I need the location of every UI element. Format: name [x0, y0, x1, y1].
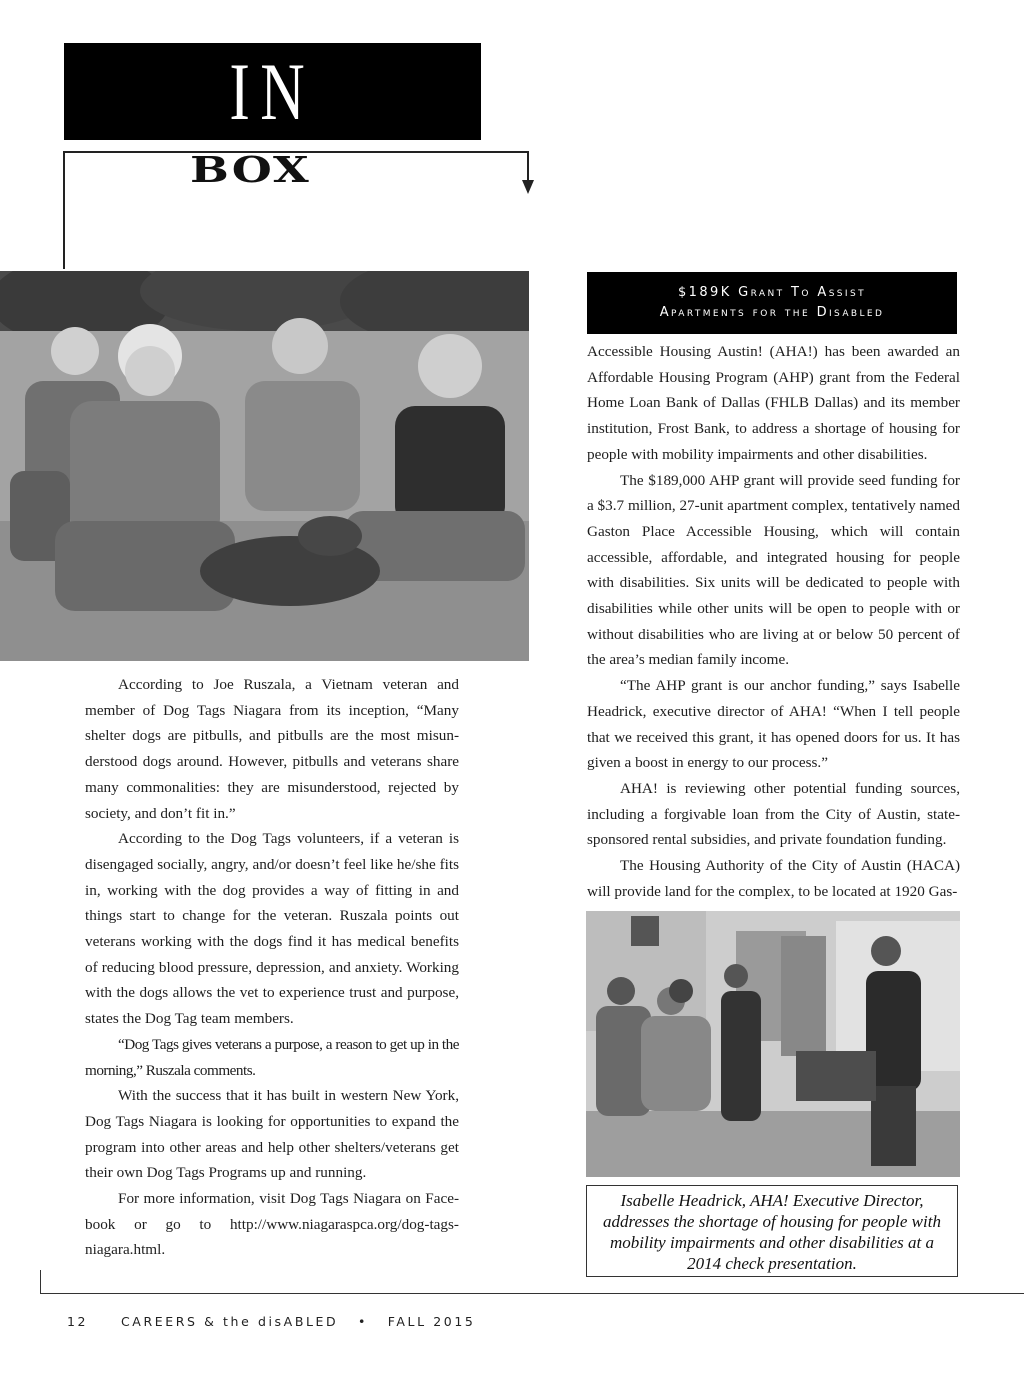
frame-left-rule — [63, 151, 65, 269]
dog-tags-team-photo — [0, 271, 529, 661]
dog-tags-team-photo-drawing — [0, 271, 529, 661]
issue-date: FALL 2015 — [387, 1314, 476, 1329]
article-headline — [587, 272, 957, 334]
left-article-column — [85, 672, 459, 1263]
section-title-box: BOX — [190, 148, 311, 191]
footer-separator: • — [358, 1314, 368, 1329]
right-paragraph: Accessible Housing Austin! (AHA!) has been awarded an Affordable Housing Program (AHP) grant from the Federal Home Loan Bank of Dallas (FHLB Dallas) and its member institution, Frost Bank, to address a shortage of housing for people with mobility impairments and other disabilities. — [587, 343, 960, 463]
page-footer — [67, 1314, 475, 1329]
check-presentation-photo — [586, 911, 960, 1177]
page-number: 12 — [67, 1314, 89, 1329]
left-paragraph: For more information, visit Dog Tags Niagara on Facebook or go to http://www.niagaraspca.org/dog-tags-niagara.html. — [85, 1190, 459, 1259]
arrow-down-icon — [522, 180, 534, 194]
publication-name: CAREERS & the disABLED — [120, 1314, 339, 1329]
left-paragraph: According to Joe Ruszala, a Vietnam veteran and member of Dog Tags Niagara from its inception, “Many shelter dogs are pitbulls, and pitbulls are the most misunderstood dogs around. However, pitbulls and veterans share many commonalities: they are misunderstood, rejected by society, and don’t fit in.” — [85, 676, 459, 822]
right-paragraph: The $189,000 AHP grant will provide seed funding for a $3.7 million, 27-unit apartment complex, tentatively named Gaston Place Accessible Housing, which will contain accessible, affordable, and integrated housing for people with disabilities. Six units will be dedicated to people with disabilities while other units will be open to people with or without disabilities who are living at or below 50 percent of the area’s median family income. — [587, 471, 960, 669]
headline-line-2: Apartments for the Disabled — [659, 305, 885, 320]
section-title-block — [64, 43, 481, 140]
photo-caption: Isabelle Headrick, AHA! Executive Director, addresses the shortage of housing for people with mobility impairments and other disabilities at a 2014 check presentation. — [586, 1185, 958, 1277]
right-paragraph: AHA! is reviewing other potential funding sources, including a forgivable loan from the City of Austin, state-sponsored rental subsidies, and private foundation funding. — [587, 779, 960, 849]
right-paragraph: “The AHP grant is our anchor funding,” says Isabelle Headrick, executive director of AHA! “When I tell people that we received this grant, it has opened doors for us. It has given a boost in energy to our process.” — [587, 677, 960, 772]
right-paragraph: The Housing Authority of the City of Austin (HACA) will provide land for the complex, to be located at 1920 Gas- — [587, 857, 960, 900]
footer-rule-tick — [40, 1270, 41, 1294]
arrow-stem — [527, 151, 529, 181]
check-presentation-photo-drawing — [586, 911, 960, 1177]
section-title-in: IN — [229, 46, 316, 137]
headline-line-1: $189K Grant To Assist — [678, 285, 866, 300]
right-article-column — [587, 339, 960, 904]
left-paragraph: With the success that it has built in western New York, Dog Tags Niagara is looking for opportunities to expand the program into other areas and help other shelters/veterans get their own Dog Tags Programs up and running. — [85, 1087, 459, 1182]
footer-rule — [40, 1293, 1024, 1294]
left-paragraph: According to the Dog Tags volunteers, if a veteran is disengaged socially, angry, and/or doesn’t feel like he/she fits in, working with the dog provides a way of fitting in and things start to change for the veteran. Ruszala points out veterans working with the dogs find it has medical benefits of reducing blood pressure, depression, and anxiety. Working with the dogs allows the vet to experience trust and purpose, states the Dog Tag team members. — [85, 830, 459, 1028]
left-paragraph: “Dog Tags gives veterans a purpose, a reason to get up in the morning,” Ruszala comments. — [85, 1035, 459, 1079]
